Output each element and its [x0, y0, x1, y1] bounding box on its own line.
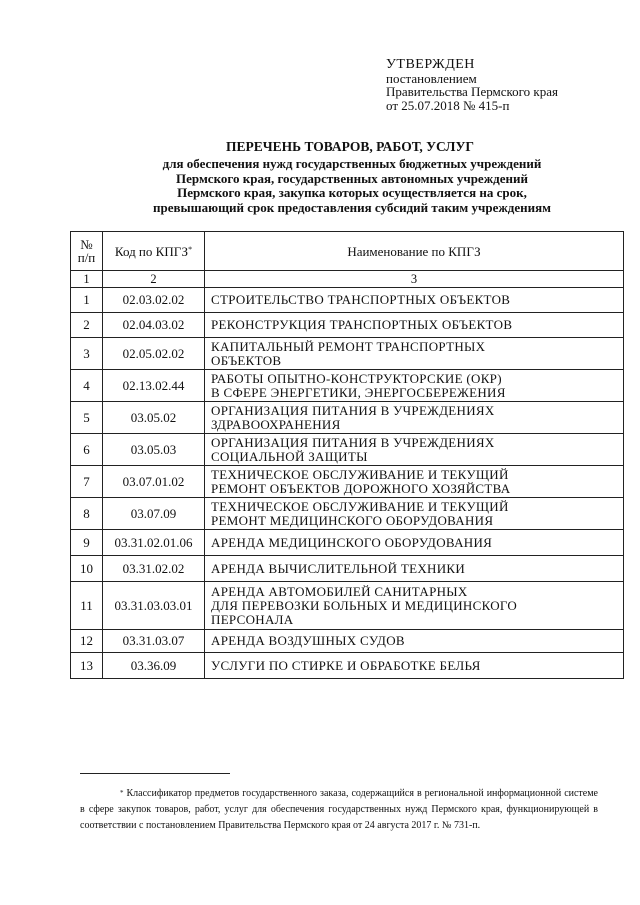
- row-number: 3: [71, 338, 103, 370]
- row-name: [205, 498, 624, 530]
- row-number: 4: [71, 370, 103, 402]
- row-name-line: ОРГАНИЗАЦИЯ ПИТАНИЯ В УЧРЕЖДЕНИЯХ: [211, 434, 495, 450]
- row-code: 03.07.09: [103, 498, 205, 530]
- row-name: [205, 434, 624, 466]
- document-title: ПЕРЕЧЕНЬ ТОВАРОВ, РАБОТ, УСЛУГ: [225, 139, 474, 154]
- header-num-line: №: [80, 237, 93, 252]
- approval-line: Правительства Пермского края: [386, 84, 558, 99]
- header-code-label: Код по КПГЗ: [114, 243, 189, 259]
- row-name-line: ДЛЯ ПЕРЕВОЗКИ БОЛЬНЫХ И МЕДИЦИНСКОГО: [211, 597, 518, 613]
- header-num-line: п/п: [77, 250, 96, 265]
- index-cell: 3: [205, 271, 624, 288]
- row-code: 03.07.01.02: [103, 466, 205, 498]
- row-number: 13: [71, 653, 103, 679]
- row-code: 02.03.02.02: [103, 288, 205, 313]
- table-row: [71, 402, 624, 434]
- row-name-line: АРЕНДА МЕДИЦИНСКОГО ОБОРУДОВАНИЯ: [211, 534, 493, 550]
- row-number: 11: [71, 582, 103, 630]
- row-number: 10: [71, 556, 103, 582]
- row-code: 03.36.09: [103, 653, 205, 679]
- footnote-divider: [80, 773, 230, 774]
- row-name: [205, 313, 624, 338]
- table-row: [71, 630, 624, 653]
- row-number: 8: [71, 498, 103, 530]
- approval-heading: УТВЕРЖДЕН: [386, 57, 475, 72]
- row-name: [205, 653, 624, 679]
- table-row: [71, 582, 624, 630]
- index-cell: 2: [103, 271, 205, 288]
- footnote: [80, 786, 598, 834]
- footnote-mark: *: [120, 789, 124, 797]
- row-name-line: РЕМОНТ ОБЪЕКТОВ ДОРОЖНОГО ХОЗЯЙСТВА: [211, 480, 511, 496]
- row-name-line: КАПИТАЛЬНЫЙ РЕМОНТ ТРАНСПОРТНЫХ: [211, 338, 486, 354]
- table-header-row: [71, 232, 624, 271]
- header-code: [103, 232, 205, 271]
- table-row: [71, 466, 624, 498]
- table-row: [71, 313, 624, 338]
- row-code: 03.31.03.03.01: [103, 582, 205, 630]
- index-cell: 1: [71, 271, 103, 288]
- table-row: [71, 653, 624, 679]
- row-code: 02.04.03.02: [103, 313, 205, 338]
- row-number: 2: [71, 313, 103, 338]
- row-name-line: РАБОТЫ ОПЫТНО-КОНСТРУКТОРСКИЕ (ОКР): [211, 370, 502, 386]
- row-name-line: ЗДРАВООХРАНЕНИЯ: [211, 416, 341, 432]
- row-name-line: АРЕНДА ВЫЧИСЛИТЕЛЬНОЙ ТЕХНИКИ: [211, 560, 466, 576]
- row-name-line: СТРОИТЕЛЬСТВО ТРАНСПОРТНЫХ ОБЪЕКТОВ: [211, 292, 511, 307]
- row-name-line: В СФЕРЕ ЭНЕРГЕТИКИ, ЭНЕРГОСБЕРЕЖЕНИЯ: [211, 384, 506, 400]
- row-number: 7: [71, 466, 103, 498]
- row-name: [205, 530, 624, 556]
- row-name-line: ОБЪЕКТОВ: [211, 352, 282, 368]
- row-name: [205, 556, 624, 582]
- row-name-line: ОРГАНИЗАЦИЯ ПИТАНИЯ В УЧРЕЖДЕНИЯХ: [211, 402, 495, 418]
- row-name-line: РЕМОНТ МЕДИЦИНСКОГО ОБОРУДОВАНИЯ: [211, 512, 494, 528]
- row-code: 03.31.03.07: [103, 630, 205, 653]
- row-code: 02.13.02.44: [103, 370, 205, 402]
- table-row: [71, 288, 624, 313]
- footnote-text: Классификатор предметов государственного заказа, содержащийся в региональной информационной системе в сфере закупок товаров, работ, услуг для обеспечения государственных нужд Пермского края, функционирующей в соответствии с постановлением Правительства Пермского края от 24 августа 2017 г. № 731-п.: [80, 788, 598, 831]
- row-name-line: УСЛУГИ ПО СТИРКЕ И ОБРАБОТКЕ БЕЛЬЯ: [211, 657, 481, 673]
- row-number: 12: [71, 630, 103, 653]
- row-code: 03.05.02: [103, 402, 205, 434]
- table-row: [71, 338, 624, 370]
- subtitle-line: Пермского края, государственных автономных учреждений: [176, 170, 528, 186]
- row-name-line: СОЦИАЛЬНОЙ ЗАЩИТЫ: [211, 448, 368, 464]
- document-subtitle: [64, 157, 640, 215]
- footnote-mark: *: [188, 244, 193, 254]
- row-number: 5: [71, 402, 103, 434]
- row-name: [205, 582, 624, 630]
- row-name: [205, 466, 624, 498]
- table-row: [71, 556, 624, 582]
- row-name: [205, 630, 624, 653]
- row-code: 03.31.02.02: [103, 556, 205, 582]
- row-name: [205, 370, 624, 402]
- row-name-line: АРЕНДА АВТОМОБИЛЕЙ САНИТАРНЫХ: [211, 583, 468, 599]
- approval-block: [386, 58, 558, 112]
- row-name: [205, 338, 624, 370]
- header-num: [71, 232, 103, 271]
- row-name-line: ПЕРСОНАЛА: [211, 611, 294, 627]
- row-name-line: АРЕНДА ВОЗДУШНЫХ СУДОВ: [211, 633, 405, 648]
- row-code: 03.31.02.01.06: [103, 530, 205, 556]
- row-code: 02.05.02.02: [103, 338, 205, 370]
- row-code: 03.05.03: [103, 434, 205, 466]
- subtitle-line: Пермского края, закупка которых осуществляется на срок,: [177, 185, 527, 200]
- subtitle-line: для обеспечения нужд государственных бюджетных учреждений: [162, 156, 542, 171]
- row-name: [205, 288, 624, 313]
- row-number: 1: [71, 288, 103, 313]
- table-row: [71, 498, 624, 530]
- approval-line: постановлением: [386, 70, 477, 86]
- table-row: [71, 370, 624, 402]
- table-index-row: [71, 271, 624, 288]
- table-row: [71, 434, 624, 466]
- subtitle-line: превышающий срок предоставления субсидий таким учреждениям: [153, 199, 551, 215]
- row-name: [205, 402, 624, 434]
- row-name-line: ТЕХНИЧЕСКОЕ ОБСЛУЖИВАНИЕ И ТЕКУЩИЙ: [211, 466, 509, 482]
- header-name: Наименование по КПГЗ: [205, 232, 624, 271]
- row-number: 9: [71, 530, 103, 556]
- row-name-line: РЕКОНСТРУКЦИЯ ТРАНСПОРТНЫХ ОБЪЕКТОВ: [211, 317, 513, 332]
- row-number: 6: [71, 434, 103, 466]
- approval-line: от 25.07.2018 № 415-п: [386, 97, 510, 113]
- items-table: [70, 231, 624, 679]
- table-row: [71, 530, 624, 556]
- row-name-line: ТЕХНИЧЕСКОЕ ОБСЛУЖИВАНИЕ И ТЕКУЩИЙ: [211, 498, 509, 514]
